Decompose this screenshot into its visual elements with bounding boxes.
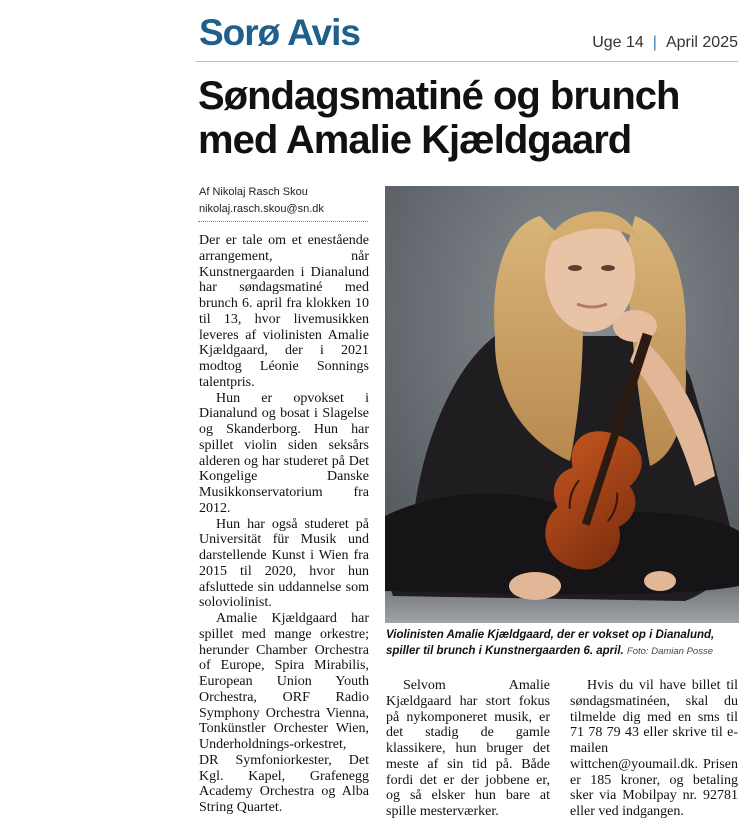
paragraph: Selvom Amalie Kjældgaard har stort fokus på nykomponeret musik, er det stadig de gamle klassikere, hun bruger det meste af sin tid på. Både fordi det er der jobbene er, og så elsker hun bare at spille mesterværker. [386, 678, 550, 819]
article-column-3 [570, 678, 738, 820]
header-divider [196, 61, 738, 62]
photo-caption [386, 627, 742, 660]
byline-divider [198, 221, 368, 222]
issue-date: April 2025 [665, 34, 738, 51]
byline [199, 184, 324, 218]
paragraph: Hun er opvokset i Dianalund og bosat i Slagelse og Skanderborg. Hun har spillet violin siden seksårs alderen og har studeret på Det Kongelige Danske Musikkonservatorium fra 2012. [199, 390, 369, 516]
article-photo [385, 186, 739, 623]
photo-credit: Foto: Damian Posse [626, 646, 713, 657]
paragraph: Der er tale om et enestående arrangement, når Kunstnergaarden i Dianalund har søndagsmatiné med brunch 6. april fra klokken 10 til 13, hvor livemusikken leveres af violinisten Amalie Kjældgaard, der i 2021 modtog Léonie Sonnings talentpris. [199, 233, 369, 390]
article-column-1 [199, 233, 369, 816]
byline-email: nikolaj.rasch.skou@sn.dk [199, 203, 324, 215]
issue-week: Uge 14 [592, 34, 644, 51]
paragraph: Amalie Kjældgaard har spillet med mange orkestre; herunder Chamber Orchestra of Europe, Spira Mirabilis, European Union Youth Orchestra, ORF Radio Symphony Orchestra Vienna, Tonkünstler Orchester Wien, Underholdnings-orkestret, DR Symfoniorkester, Det Kgl. Kapel, Grafenegg Academy Orchestra og Alba String Quartet. [199, 611, 369, 815]
paragraph: Hvis du vil have billet til søndagsmatinéen, skal du tilmelde dig med en sms til 71 78 79 43 eller skrive til e-mailen wittchen@youmail.dk. Prisen er 185 kroner, og betaling sker via Mobilpay nr. 92781 eller ved indgangen. [570, 678, 738, 819]
article-headline: Søndagsmatiné og brunch med Amalie Kjældgaard [198, 74, 680, 162]
byline-author: Af Nikolaj Rasch Skou [199, 186, 308, 198]
paragraph: Hun har også studeret på Universität für Musik und darstellende Kunst i Wien fra 2015 til 2020, hvor hun afsluttede sin uddannelse som soloviolinist. [199, 516, 369, 611]
caption-text: Violinisten Amalie Kjældgaard, der er vokset op i Dianalund, spiller til brunch i Kunstnergaarden 6. april. [386, 629, 715, 657]
masthead-logo: Sorø Avis [199, 12, 360, 53]
article-column-2 [386, 678, 550, 820]
issue-separator: | [652, 34, 657, 51]
issue-info [592, 33, 738, 53]
